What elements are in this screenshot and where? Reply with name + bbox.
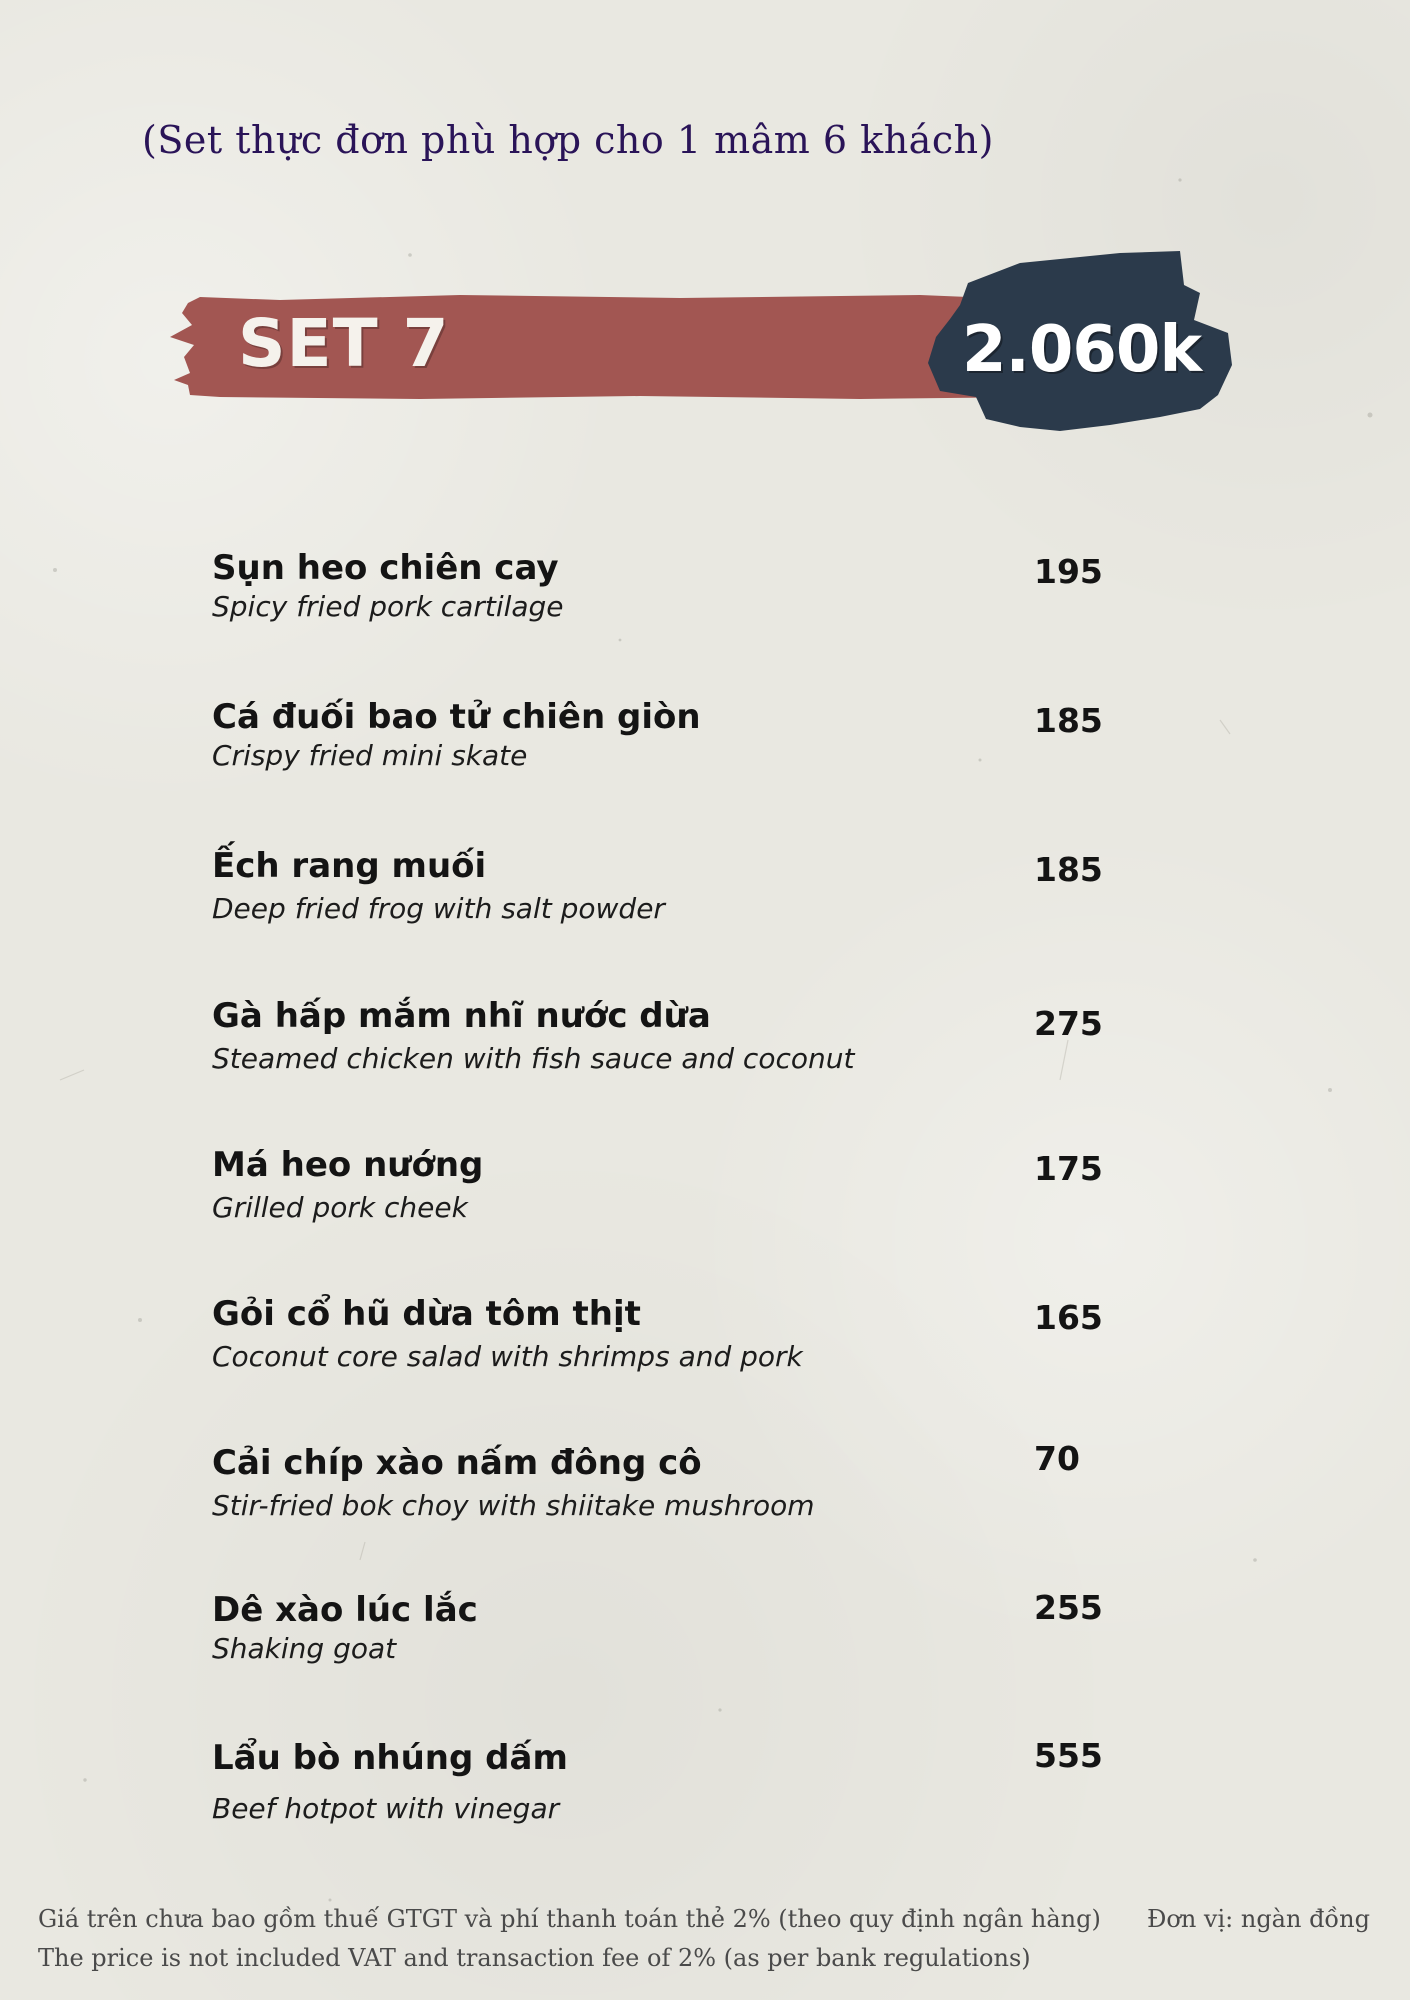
item-price: 275 bbox=[1034, 1004, 1103, 1043]
item-price: 255 bbox=[1034, 1588, 1103, 1627]
footer-note-english: The price is not included VAT and transaction fee of 2% (as per bank regulations) bbox=[38, 1944, 1031, 1972]
item-price: 185 bbox=[1034, 701, 1103, 740]
item-price: 165 bbox=[1034, 1298, 1103, 1337]
item-name: Gà hấp mắm nhĩ nước dừa bbox=[212, 996, 711, 1036]
item-description: Stir-fried bok choy with shiitake mushroom bbox=[212, 1489, 815, 1522]
footer-note-vietnamese: Giá trên chưa bao gồm thuế GTGT và phí thanh toán thẻ 2% (theo quy định ngân hàng) bbox=[38, 1905, 1101, 1933]
item-description: Beef hotpot with vinegar bbox=[212, 1792, 560, 1825]
item-description: Spicy fried pork cartilage bbox=[212, 590, 564, 623]
item-price: 195 bbox=[1034, 552, 1103, 591]
item-name: Sụn heo chiên cay bbox=[212, 548, 559, 588]
item-description: Coconut core salad with shrimps and pork bbox=[212, 1340, 803, 1373]
set-price: 2.060k bbox=[962, 313, 1201, 387]
item-name: Gỏi cổ hũ dừa tôm thịt bbox=[212, 1294, 641, 1334]
item-description: Crispy fried mini skate bbox=[212, 739, 528, 772]
item-price: 175 bbox=[1034, 1149, 1103, 1188]
item-description: Shaking goat bbox=[212, 1632, 397, 1665]
item-price: 185 bbox=[1034, 850, 1103, 889]
page-subtitle: (Set thực đơn phù hợp cho 1 mâm 6 khách) bbox=[142, 118, 994, 162]
item-name: Má heo nướng bbox=[212, 1145, 484, 1185]
item-price: 70 bbox=[1034, 1439, 1080, 1478]
item-name: Dê xào lúc lắc bbox=[212, 1590, 478, 1630]
item-description: Steamed chicken with fish sauce and coconut bbox=[212, 1042, 855, 1075]
item-name: Ếch rang muối bbox=[212, 846, 487, 886]
item-price: 555 bbox=[1034, 1736, 1103, 1775]
item-name: Lẩu bò nhúng dấm bbox=[212, 1738, 568, 1778]
item-name: Cải chíp xào nấm đông cô bbox=[212, 1443, 702, 1483]
item-name: Cá đuối bao tử chiên giòn bbox=[212, 697, 701, 737]
set-title: SET 7 bbox=[238, 305, 450, 382]
currency-unit-note: Đơn vị: ngàn đồng bbox=[1147, 1905, 1370, 1933]
item-description: Grilled pork cheek bbox=[212, 1191, 468, 1224]
item-description: Deep fried frog with salt powder bbox=[212, 892, 665, 925]
